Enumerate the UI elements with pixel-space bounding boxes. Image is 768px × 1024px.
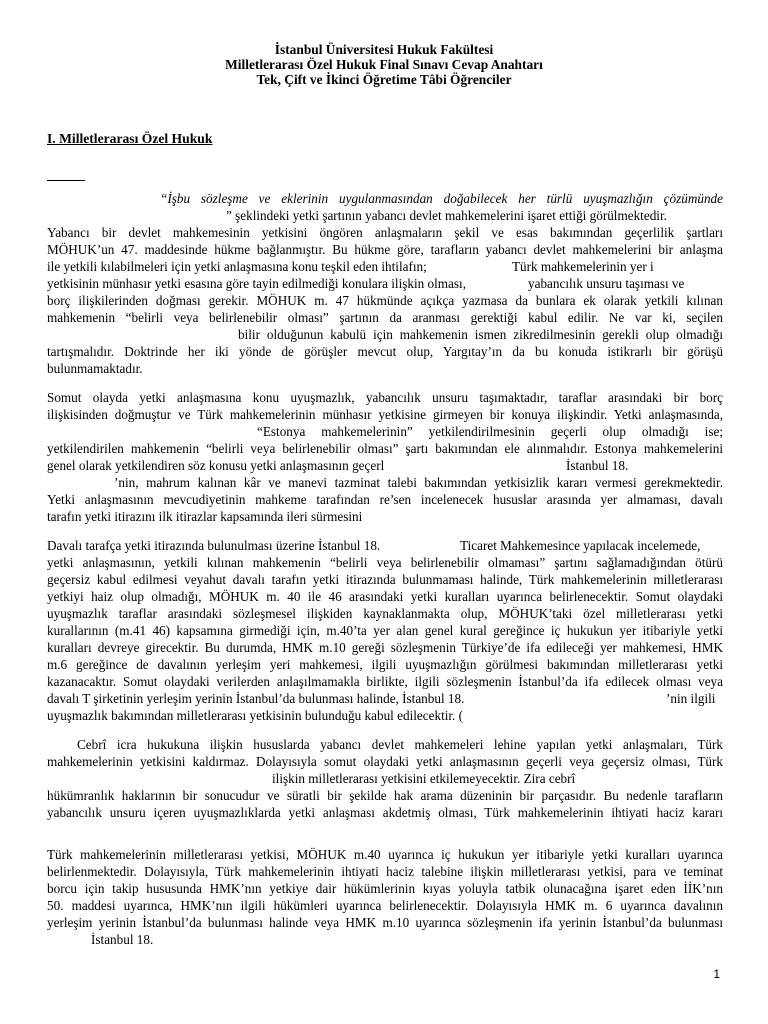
paragraph-3-line: kuralları devreye girecektir. Bu durumda, HMK m.10 gereği sözleşmenin Türkiye’de ifa edileceği yer mahkemesi, HMK bbox=[47, 640, 723, 655]
document-header bbox=[0, 42, 768, 87]
paragraph-2-line: Yetki anlaşmasının mevcudiyetinin mahkeme tarafından re’sen incelenecek hususlar arasında yer almaması, davalı bbox=[47, 492, 723, 507]
paragraph-1-line: “İşbu sözleşme ve eklerinin uygulanmasından doğabilecek her türlü uyuşmazlığın çözümünde bbox=[160, 191, 723, 206]
paragraph-1-line: yabancılık unsuru taşıması ve bbox=[528, 276, 685, 291]
paragraph-1-line: Türk mahkemelerinin yer i bbox=[512, 259, 654, 274]
paragraph-3-line: geçersiz kabul edilmesi veyahut davalı tarafın yetki itirazında bulunmaması halinde, Türk mahkemelerinin milletlerarası bbox=[47, 572, 723, 587]
paragraph-1-line: yetkisinin münhasır yetki esasına göre tayin edilmediği konulara ilişkin olması, bbox=[47, 276, 466, 291]
page-number: 1 bbox=[713, 967, 720, 981]
paragraph-1-line: bilir olduğunun kabulü için mahkemenin ismen zikredilmesinin gerekli olup olmadığı bbox=[238, 327, 723, 342]
header-line-2: Milletlerarası Özel Hukuk Final Sınavı Cevap Anahtarı bbox=[225, 57, 543, 72]
paragraph-5-line: Türk mahkemelerinin milletlerarası yetkisi, MÖHUK m.40 uyarınca iç hukukun yer itibariyle yetki kuralları uyarınca bbox=[47, 847, 723, 862]
paragraph-5-line: 50. maddesi uyarınca, HMK’nın ilgili hükümleri uyarınca belirlenecektir. Dolayısıyla HMK m. 6 uyarınca davalının bbox=[47, 898, 723, 913]
paragraph-4-line: hükümranlık haklarının bir sonucudur ve süratli bir şekilde hak arama düzeninin bir parçasıdır. Bu nedenle tarafların bbox=[47, 788, 723, 803]
paragraph-1-line: bulunmamaktadır. bbox=[47, 361, 143, 376]
paragraph-4-line: ilişkin milletlerarası yetkisini etkilemeyecektir. Zira cebrî bbox=[272, 771, 576, 786]
paragraph-5-line: yerleşim yerinin İstanbul’da bulunması halinde veya HMK m.10 uyarınca sözleşmenin ifa yerinin İstanbul’da bulunması bbox=[47, 915, 723, 930]
paragraph-4-line: Cebrî icra hukukuna ilişkin hususlarda yabancı devlet mahkemeleri lehine yapılan yetki anlaşmaları, Türk bbox=[77, 737, 723, 752]
header-line-3: Tek, Çift ve İkinci Öğretime Tâbi Öğrenciler bbox=[256, 72, 512, 87]
paragraph-5-line: İstanbul 18. bbox=[91, 932, 154, 947]
paragraph-5-line: belirlenmektedir. Dolayısıyla, Türk mahkemelerinin ihtiyati haciz talebine ilişkin milletlerarası yetkisi, para ve teminat bbox=[47, 864, 723, 879]
paragraph-3-line: uyuşmazlık bakımından milletlerarası yetkisinin bulunduğu kabul edilecektir. ( bbox=[47, 708, 464, 723]
paragraph-4-line: mahkemelerinin yetkisini kaldırmaz. Dolayısıyla somut olaydaki yetki anlaşmasının geçerli veya geçersiz olması, Türk bbox=[47, 754, 723, 769]
paragraph-5-line: borcu için takip hususunda HMK’nın yetkiye dair hükümlerinin kıyas yoluyla tatbik olunacağına işaret eden İİK’nın bbox=[47, 881, 723, 896]
paragraph-3-line: kazanacaktır. Somut olaydaki verilerden anlaşılmamakla birlikte, ilgili sözleşmenin İstanbul’da ifa edilecek olması veya bbox=[47, 674, 723, 689]
paragraph-3-line: Davalı tarafça yetki itirazında bulunulması üzerine İstanbul 18. bbox=[47, 538, 381, 553]
paragraph-3-line: davalı T şirketinin yerleşim yerinin İstanbul’da bulunması halinde, İstanbul 18. bbox=[47, 691, 465, 706]
section-title: I. Milletlerarası Özel Hukuk bbox=[47, 131, 213, 146]
paragraph-2-line: Somut olayda yetki anlaşmasına konu uyuşmazlık, yabancılık unsuru taşımaktadır, taraflar arasındaki bir borç bbox=[47, 390, 723, 405]
paragraph-1-line: mahkemenin “belirli veya belirlenebilir olması” şartının da aranması gerektiği kabul edilir. Ne var ki, seçilen bbox=[47, 310, 723, 325]
paragraph-2-line: tarafın yetki itirazını ilk itirazlar kapsamında ileri sürmesini bbox=[47, 509, 363, 524]
paragraph-4-line: yabancılık unsuru içeren uyuşmazlıklarda yetki anlaşması akdetmiş olması, Türk mahkemelerinin ihtiyati haciz kararı bbox=[47, 805, 723, 820]
paragraph-3-line: yetkiyi haiz olup olmadığı, MÖHUK m. 40 ile 46 arasındaki yetki kuralları uyarınca belirlenecektir. Somut olaydaki bbox=[47, 589, 723, 604]
paragraph-2-line: “Estonya mahkemelerinin” yetkilendirilmesinin geçerli olup olmadığı ise; bbox=[257, 424, 723, 439]
paragraph-3-line: m.6 gereğince de davalının yerleşim yeri mahkemesi, ilgili uyuşmazlığın görülmesi bakımından milletlerarası yetki bbox=[47, 657, 723, 672]
paragraph-3-line: ’nin ilgili bbox=[666, 691, 716, 706]
paragraph-3-line: yetki anlaşmasının, yetkili kılınan mahkemenin “belirli veya belirlenebilir olmaması” şartını sağlamadığından ötürü bbox=[47, 555, 723, 570]
paragraph-2-line: genel olarak yetkilendiren söz konusu yetki anlaşmasının geçerl bbox=[47, 458, 385, 473]
paragraph-1-line: MÖHUK’un 47. maddesinde hükme bağlanmıştır. Bu hükme göre, tarafların yabancı devlet mahkemelerini bir anlaşma bbox=[47, 242, 723, 257]
paragraph-1-line: tartışmalıdır. Doktrinde her iki yönde de görüşler mevcut olup, Yargıtay’ın da bu konuda istikrarlı bir görüşü bbox=[47, 344, 723, 359]
paragraph-3-line: Ticaret Mahkemesince yapılacak incelemede, bbox=[460, 538, 701, 553]
header-line-1: İstanbul Üniversitesi Hukuk Fakültesi bbox=[274, 42, 494, 57]
paragraph-3-line: uyuşmazlık taraflar arasındaki sözleşmesel ilişkiden kaynaklanmakta olup, MÖHUK’taki özel milletlerarası yetki bbox=[47, 606, 723, 621]
paragraph-2-line: yetkilendirilen mahkemenin “belirli veya belirlenebilir olması” şartı bakımından ele alınmalıdır. Estonya mahkemelerini bbox=[47, 441, 723, 456]
paragraph-2-line: ’nin, mahrum kalınan kâr ve manevi tazminat talebi bakımından yetkisizlik kararı vermesi gerekmektedir. bbox=[114, 475, 723, 490]
paragraph-2-line: İstanbul 18. bbox=[566, 458, 629, 473]
paragraph-1-line: ile yetkili kılabilmeleri için yetki anlaşmasına konu teşkil eden ihtilafın; bbox=[47, 259, 427, 274]
short-rule bbox=[47, 180, 85, 181]
paragraph-1-line: Yabancı bir devlet mahkemesinin yetkisini öngören anlaşmaların şekil ve esas bakımından geçerlilik şartları bbox=[47, 225, 723, 240]
paragraph-1-line: borç ilişkilerinden doğması gerekir. MÖHUK m. 47 hükmünde açıkça yazmasa da bunlara ek olarak yetkili kılınan bbox=[47, 293, 723, 308]
paragraph-2-line: ilişkisinden doğmuştur ve Türk mahkemelerinin münhasır yetkisine girmeyen bir konuya ilişkindir. Yetki anlaşmasında, bbox=[47, 407, 723, 422]
paragraph-1-line: ” şeklindeki yetki şartının yabancı devlet mahkemelerini işaret ettiği görülmektedir. bbox=[226, 208, 667, 223]
paragraph-3-line: kurallarının (m.41 46) kapsamına girmediği için, m.40’ta yer alan genel kural gereğince iç hukukun yer itibariyle yetki bbox=[47, 623, 723, 638]
